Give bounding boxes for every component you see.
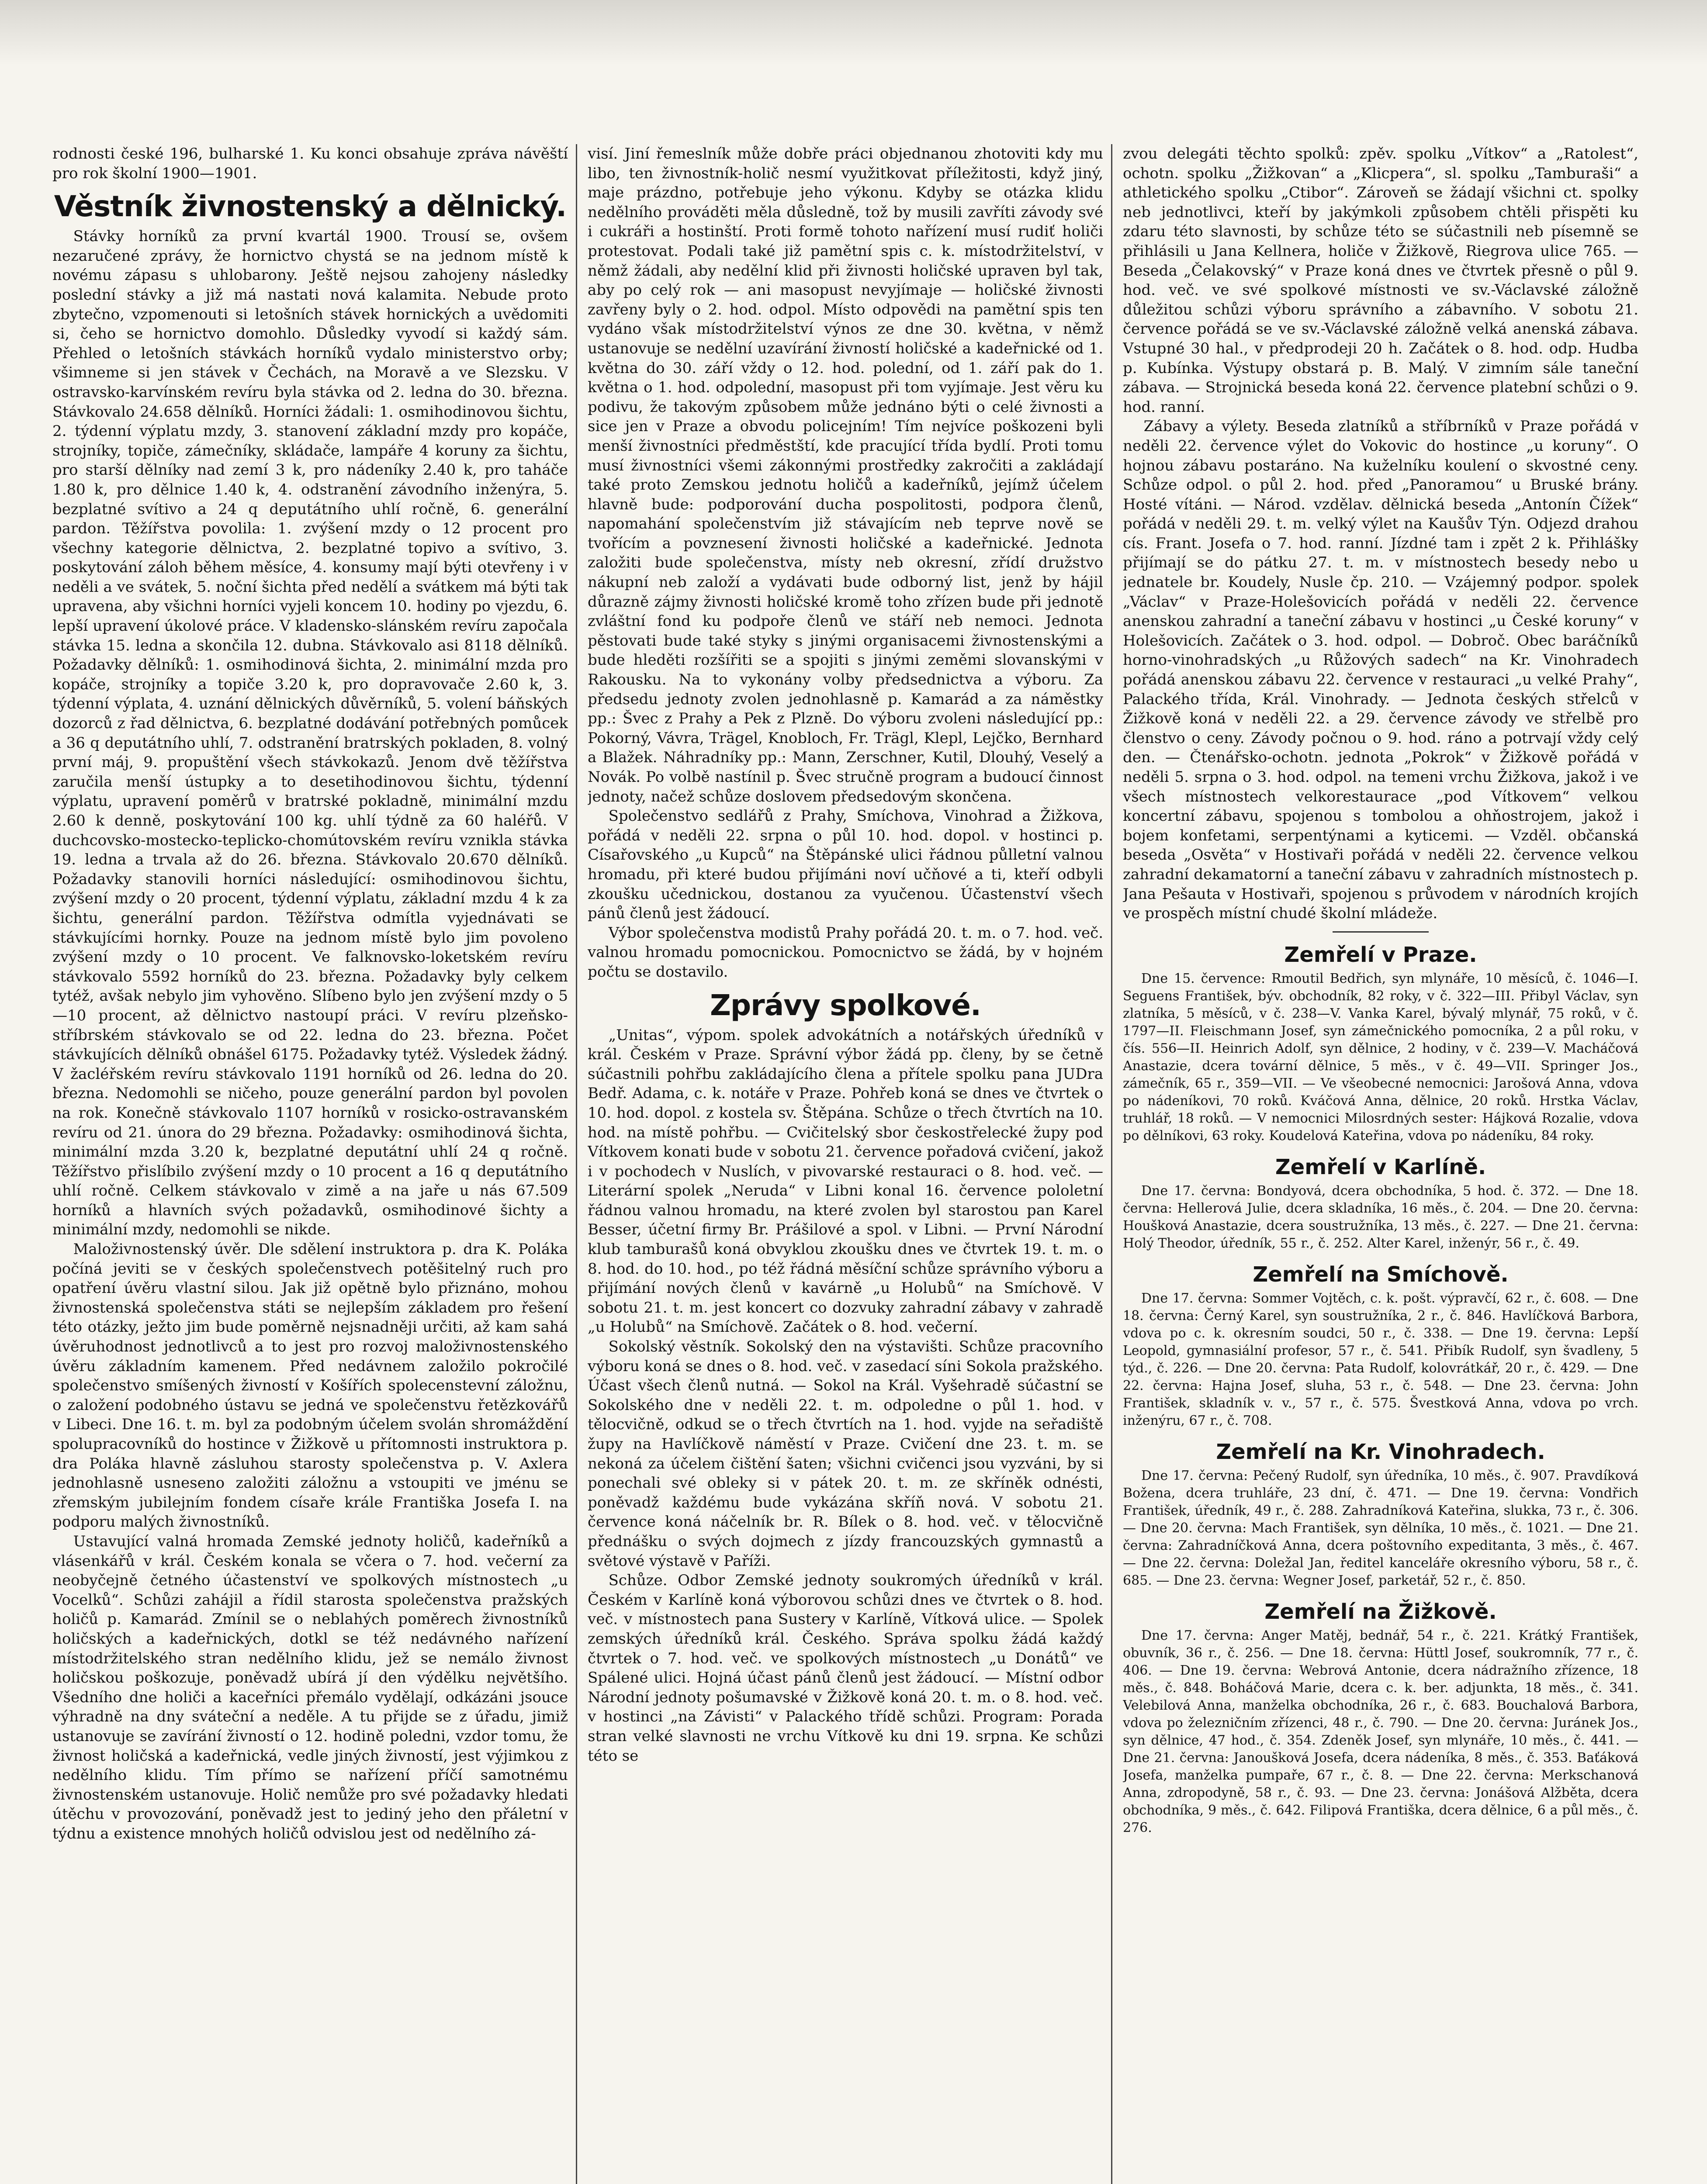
article-saddlers: Společenstvo sedlářů z Prahy, Smíchova, Vinohrad a Žižkova, pořádá v neděli 22. srpna o půl 10. hod. dopol. v hostinci p. Císařovského „u Kupců“ na Štěpánské ulici řádnou půlletní valnou hromadu, při které budou přijímáni noví učňové a ti, kteří odbyli zkoušku učednickou, dostanou za vyučenou. Účastenství všech pánů členů jest žádoucí.: [588, 807, 1103, 923]
section-divider: [1333, 931, 1429, 933]
page-top-edge: [0, 0, 1707, 66]
column-3: [1123, 144, 1638, 2184]
article-small-trade-credit: Maloživnostenský úvěr. Dle sdělení instruktora p. dra K. Poláka počíná jeviti se v českých společenstvech potěšitelný ruch pro opatření úvěru vlastní silou. Jak již opětně bylo přiznáno, mohou živnostenská společenstva státi se nejlepším základem pro řešení této otázky, ježto jim bude poměrně nejsnadněji určiti, až kam sahá úvěruhodnost jednotlivců a to jest pro rozvoj maloživnostenského úvěru základním kamenem. Před nedávnem založilo pokročilé společenstvo smíšených živností v Košířích spolecenstevní záložnu, o založení podobného ústavu se jedná ve společenstvu řetězkovářů v Libeci. Dne 16. t. m. byl za podobným účelem svolán shromáždění spolupracovníků do hostince v Žižkově u přítomnosti instruktora p. dra Poláka hlavně zásluhou starosty společenstva p. V. Axlera jednohlasně usneseno založiti záložnu a vstoupiti ve jménu se zřemským jubilejním fondem císaře krále Františka Josefa I. na podporu malých živnostníků.: [52, 1241, 568, 1531]
column-rule: [576, 144, 577, 2184]
article-unitas: „Unitas“, výpom. spolek advokátních a notářských úředníků v král. Českém v Praze. Správní výbor žádá pp. členy, by se četně súčastnili pohřbu zakládajícího člena a přítele spolku pana JUDra Bedř. Adama, c. k. notáře v Praze. Pohřeb koná se dnes ve čtvrtek o 10. hod. dopol. z kostela sv. Štěpána. Schůze o třech čtvrtích na 10. hod. na místě pohřbu. — Cvičitelský sbor českostřelecké župy pod Vítkovem konati bude v sobotu 21. července pořadová cvičení, jakož i v pochodech v Nuslích, v pivovarské restauraci o 8. hod. več. — Literární spolek „Neruda“ v Libni konal 16. července pololetní řádnou valnou hromadu, na které zvolen byl starostou pan Karel Besser, účetní firmy Br. Prášilové a spol. v Libni. — První Národní klub tamburašů koná obvyklou zkoušku dnes ve čtvrtek 19. t. m. o 8. hod. do 10. hod., po též řádná měsíční schůze správního výboru a přijímání nových členů v kavárně „u Holubů“ na Smíchově. V sobotu 21. t. m. jest koncert co dozvuky zahradní zábavy v zahradě „u Holubů“ na Smíchově. Začátek o 8. hod. večerní.: [588, 1026, 1103, 1336]
column-2: [588, 144, 1103, 2184]
column-1: [52, 144, 568, 2184]
heading-deaths-smichov: Zemřelí na Smíchově.: [1253, 1262, 1509, 1287]
article-barbers-continued: visí. Jiní řemeslník může dobře práci objednanou zhotoviti kdy mu libo, ten živnostník-holič nesmí využitkovat příležitosti, když jiný, maje prázdno, potřebuje jeho výkonu. Kdyby se otázka klidu nedělního prováděti měla důsledně, tož by musili zavříti závody své i cukráři a hostinští. Proti formě tohoto nařízení musí rudiť holiči protestovat. Podali také již pamětní spis c. k. místodržitelství, v němž žádali, aby nedělní klid při živnosti holičské upraven byl tak, aby po celý rok — ani masopust nevyjímaje — holičské živnosti zavřeny byly o 2. hod. odpol. Místo odpovědi na pamětní spis ten vydáno však místodržitelství výnos ze dne 30. května, v němž ustanovuje se nedělní uzavírání živností holičské a kadeřnické od 1. května do 30. září vždy o 12. hod. polední, od 1. září pak do 1. května o 1. hod. odpolední, masopust při tom vyjímaje. Jest věru ku podivu, že takovým způsobem může jednáno býti o celé živnosti a sice jen v Praze a obvodu policejním! Tím nejvíce poškozeni byli menší živnostníci předměstští, kde pracující třída bydlí. Proti tomu musí živnostníci všemi zákonnými prostředky zakročiti a zakládají také proto Zemskou jednotu holičů a kadeřníků, jejímž účelem hlavně bude: podporování ducha pospolitosti, podpora členů, napomahání společenstvím již stávajícím neb teprve nově se tvořícím a povznesení živnosti holičské a kadeřnické. Jednota založiti bude společenstva, místy neb okresní, zřídí družstvo nákupní neb založí a vydávati bude odborný list, jenž by hájil důrazně zájmy živnosti holičské kromě toho zřízen bude při jednotě zvláštní fond ku podpoře členů ve stáří neb nemoci. Jednota pěstovati bude také styky s jinými organisacemi živnostenskými a bude hleděti rozšířiti se a spojiti s jinými zeměmi slovanskými v Rakousku. Na to vykonány volby předsednictva a výboru. Za předsedu jednoty zvolen jednohlasně p. Kamarád a za náměstky pp.: Švec z Prahy a Pek z Plzně. Do výboru zvoleni následující pp.: Pokorný, Vávra, Trägel, Knobloch, Fr. Trägl, Klepl, Lejčko, Bernhard a Blažek. Náhradníky pp.: Mann, Zerschner, Kutil, Dlouhý, Veselý a Novák. Po volbě nastínil p. Švec stručně program a budoucí činnost jednoty, načež schůze doslovem předsedovým skončena.: [588, 145, 1103, 805]
deaths-vinohrady: Dne 17. června: Pečený Rudolf, syn úředníka, 10 měs., č. 907. Pravdíková Božena, dcera truhláře, 23 dní, č. 471. — Dne 19. června: Vondřich František, úředník, 49 r., č. 288. Zahradníková Kateřina, slukka, 73 r., č. 306. — Dne 20. června: Mach František, syn dělníka, 10 měs., č. 1021. — Dne 21. června: Zahradníčková Anna, dcera poštovního expeditanta, 3 měs., č. 467. — Dne 22. června: Doležal Jan, ředitel kanceláře okresního výboru, 58 r., č. 685. — Dne 23. června: Wegner Josef, parketář, 52 r., č. 850.: [1123, 1468, 1638, 1588]
article-meetings: Schůze. Odbor Zemské jednoty soukromých úředníků v král. Českém v Karlíně koná výborovou schůzi dnes ve čtvrtek o 8. hod. več. v místnostech pana Sustery v Karlíně, Vítková ulice. — Spolek zemských úředníků král. Českého. Správa spolku žádá každý čtvrtek o 7. hod. več. ve spolkových místnostech „u Donátů“ ve Spálené ulici. Hojná účast pánů členů jest žádoucí. — Místní odbor Národní jednoty pošumavské v Žižkově koná 20. t. m. o 8. hod. več. v hostinci „na Závisti“ v Palackého třídě schůzi. Program: Porada stran velké slavnosti ne vrchu Vítkově ku dni 19. srpna. Ke schůzi této se: [588, 1572, 1103, 1765]
heading-deaths-praha: Zemřelí v Praze.: [1284, 942, 1477, 967]
article-entertainment: Zábavy a výlety. Beseda zlatníků a stříbrníků v Praze pořádá v neděli 22. července výlet do Vokovic do hostince „u koruny“. O hojnou zábavu postaráno. Na kuželníku koulení o skvostné ceny. Schůze odpol. o půl 2. hod. před „Panoramou“ u Bruské brány. Hosté vítáni. — Národ. vzdělav. dělnická beseda „Antonín Čížek“ pořádá v neděli 29. t. m. velký výlet na Kaušův Týn. Odjezd drahou cís. Frant. Josefa o 7. hod. ranní. Jízdné tam i zpět 2 k. Přihlášky přijímají se do pátku 27. t. m. v místnostech besedy nebo u jednatele br. Koudely, Nusle čp. 210. — Vzájemný podpor. spolek „Václav“ v Praze-Holešovicích pořádá v neděli 22. července anenskou zahradní a taneční zábavu v hostinci „u České koruny“ v Holešovicích. Začátek o 3. hod. odpol. — Dobroč. Obec baráčníků horno-vinohradských „u Růžových sadech“ na Kr. Vinohradech pořádá anenskou zábavu 22. července v restauraci „u velké Prahy“, Palackého třída, Král. Vinohrady. — Jednota českých střelců v Žižkově koná v neděli 22. a 29. července závody ve střelbě pro členstvo o ceny. Závody počnou o 9. hod. ráno a potrvají vždy celý den. — Čtenářsko-ochotn. jednota „Pokrok“ v Žižkově pořádá v neděli 5. srpna o 3. hod. odpol. na temeni vrchu Žižkova, jakož i ve všech místnostech velkorestaurace „pod Vítkovem“ velkou koncertní zábavu, spojenou s tombolou a ohňostrojem, jakož i bojem konfetami, serpentýnami a kyticemi. — Vzděl. občanská beseda „Osvěta“ v Hostivaři pořádá v neděli 22. července velkou zahradní dekamatorní a taneční zábavu v zahradních místnostech p. Jana Pešauta v Hostivaři, spojenou s průvodem v národních krojích ve prospěch místní chudé školní mládeže.: [1123, 418, 1638, 923]
deaths-praha: Dne 15. července: Rmoutil Bedřich, syn mlynáře, 10 měsíců, č. 1046—I. Seguens František, býv. obchodník, 82 roky, v č. 322—III. Přibyl Václav, syn zlatníka, 5 měsíců, v č. 238—V. Vanka Karel, bývalý mlynář, 75 roků, v č. 1797—II. Fleischmann Josef, syn zámečnického pomocníka, 2 a půl roku, v čís. 556—II. Heinrich Adolf, syn dělnice, 2 hodiny, v č. 239—V. Macháčová Anastazie, dcera tovární dělnice, 5 měs., v č. 49—VII. Springer Jos., zámečník, 65 r., 359—VII. — Ve všeobecné nemocnici: Jarošová Anna, vdova po nádeníkovi, 70 roků. Kváčová Anna, dělnice, 20 roků. Hrstka Václav, truhlář, 18 roků. — V nemocnici Milosrdných sester: Hájková Rozalie, vdova po dělníkovi, 63 roky. Koudelová Kateřina, vdova po nádeníku, 84 roky.: [1123, 971, 1638, 1144]
article-meetings-continued: zvou delegáti těchto spolků: zpěv. spolku „Vítkov“ a „Ratolest“, ochotn. spolku „Žižkovan“ a „Klicpera“, sl. spolku „Tamburaši“ a athletického spolku „Ctibor“. Zároveň se žádají všichni ct. spolky neb jednotlivci, kteří by jakýmkoli způsobem chtěli přispěti ku zdaru této slavnosti, by schůze této se súčastnili neb písemně se přihlásili u Jana Kellnera, holiče v Žižkově, Riegrova ulice 765. — Beseda „Čelakovský“ v Praze koná dnes ve čtvrtek přesně o půl 9. hod. več. ve své spolkové místnosti ve sv.-Václavské záložně důležitou schůzi výboru správního a zábavního. V sobotu 21. července pořádá se ve sv.-Václavské záložně velká anenská zábava. Vstupné 30 hal., v předprodeji 20 h. Začátek o 8. hod. odp. Hudba p. Kubínka. Výstupy obstará p. B. Malý. V zimním sále taneční zábava. — Strojnická beseda koná 22. července platební schůzi o 9. hod. ranní.: [1123, 145, 1638, 416]
heading-deaths-vinohrady: Zemřelí na Kr. Vinohradech.: [1216, 1439, 1545, 1464]
intro-paragraph: rodnosti české 196, bulharské 1. Ku konci obsahuje zpráva návěští pro rok školní 1900—1901.: [52, 145, 568, 182]
deaths-karlin: Dne 17. června: Bondyová, dcera obchodníka, 5 hod. č. 372. — Dne 18. června: Hellerová Julie, dcera skladníka, 16 měs., č. 204. — Dne 20. června: Houšková Anastazie, dcera soustružníka, 13 měs., č. 227. — Dne 21. června: Holý Theodor, úředník, 55 r., č. 252. Alter Karel, inženýr, 56 r., č. 49.: [1123, 1183, 1638, 1251]
article-barbers-union: Ustavující valná hromada Zemské jednoty holičů, kadeřníků a vlásenkářů v král. Českém konala se včera o 7. hod. večerní za neobyčejně četného účastenství ve spolkových místnostech „u Vocelků“. Schůzi zahájil a řídil starosta společenstva pražských holičů p. Kamarád. Zmínil se o neblahých poměrech živnostníků holičských a kadeřnických, dotkl se též nedávného nařízení místodržitelského stran nedělního klidu, jež se nemálo živnost holičskou poškozuje, poněvadž ubírá jí den výdělku největšího. Všedního dne holiči a kaceřníci přemálo vydělají, odkázáni jsouce výhradně na dny sváteční a neděle. A tu přijde se z úřadu, jimiž ustanovuje se zavírání živností o 12. hodině poledni, vzdor tomu, že živnost holičská a kadeřnická, vedle jiných živností, jest výjimkou z nedělního klidu. Tím přímo se nařízení příčí samotnému živnostenském ustanovuje. Holič nemůže pro své požadavky hledati útěchu v provozování, poněvadž jest to jediný jeho den přáletní v týdnu a existence mnohých holičů odvislou jest od nedělního zá-: [52, 1532, 568, 1842]
heading-deaths-zizkov: Zemřelí na Žižkově.: [1264, 1599, 1497, 1624]
article-milliners: Výbor společenstva modistů Prahy pořádá 20. t. m. o 7. hod. več. valnou hromadu pomocnickou. Pomocnictvo se žádá, by v hojném počtu se dostavilo.: [588, 924, 1103, 981]
section-heading-clubs: Zprávy spolkové.: [710, 988, 981, 1022]
heading-deaths-karlin: Zemřelí v Karlíně.: [1275, 1154, 1486, 1179]
section-heading-trade: Věstník živnostenský a dělnický.: [54, 190, 567, 224]
column-rule: [1111, 144, 1112, 2184]
deaths-zizkov: Dne 17. června: Anger Matěj, bednář, 54 r., č. 221. Krátký František, obuvník, 36 r., č. 256. — Dne 18. června: Hüttl Josef, soukromník, 77 r., č. 406. — Dne 19. června: Webrová Antonie, dcera nádražního zřízence, 18 měs., č. 848. Boháčová Marie, dcera c. k. ber. adjunkta, 18 měs., č. 341. Velebilová Anna, manželka obchodníka, 26 r., č. 683. Bouchalová Barbora, vdova po železničním zřízenci, 48 r., č. 790. — Dne 20. června: Juránek Jos., syn dělnice, 47 hod., č. 354. Zdeněk Josef, syn mlynáře, 10 měs., č. 441. — Dne 21. června: Janoušková Josefa, dcera nádeníka, 8 měs., č. 353. Baťáková Josefa, manželka pumpaře, 67 r., č. 8. — Dne 22. června: Merkschanová Anna, zdropodyně, 58 r., č. 93. — Dne 23. června: Jonášová Alžběta, dcera obchodníka, 9 měs., č. 642. Filipová Františka, dcera dělnice, 6 a půl měs., č. 276.: [1123, 1628, 1638, 1835]
article-miner-strikes: Stávky horníků za první kvartál 1900. Trousí se, ovšem nezaručené zprávy, že hornictvo chystá se na jednom místě k novému zápasu s uhlobarony. Ještě nejsou zahojeny následky poslední stávky a již má nastati nová kalamita. Nebude proto zbytečno, vzpomenouti si letošních stávek hornických a uvědomiti si, čeho se hornictvo domohlo. Důsledky vyvodí si každý sám. Přehled o letošních stávkách horníků vydalo ministerstvo orby; všimneme si jen stávek v Čechách, na Moravě a ve Slezsku. V ostravsko-karvínském revíru byla stávka od 2. ledna do 30. března. Stávkovalo 24.658 dělníků. Horníci žádali: 1. osmihodinovou šichtu, 2. týdenní výplatu mzdy, 3. stanovení základní mzdy pro kopáče, strojníky, topiče, zámečníky, skládače, lampáře 4 koruny za šichtu, pro starší dělníky nad zemí 3 k, pro nádeníky 2.40 k, pro taháče 1.80 k, pro dělnice 1.40 k, 4. odstranění závodního inženýra, 5. bezplatné svítivo a 24 q deputátního uhlí ročně, 6. generální pardon. Těžířstva povolila: 1. zvýšení mzdy o 12 procent pro všechny kategorie dělnictva, 2. bezplatné topivo a svítivo, 3. poskytování záloh během měsíce, 4. konsumy mají býti otevřeny i v neděli a ve svátek, 5. noční šichta před nedělí a svátkem má býti tak upravena, aby všichni horníci vyjeli koncem 10. hodiny po vjezdu, 6. lepší upravení úkolové práce. V kladensko-slánském revíru započala stávka 15. ledna a skončila 12. dubna. Stávkovalo asi 8118 dělníků. Požadavky dělníků: 1. osmihodinová šichta, 2. minimální mzda pro kopáče, strojníky a topiče 3.20 k, pro dopravovače 2.60 k, 3. týdenní výplata, 4. uznání dělnických důvěrníků, 5. volení báňských dozorců z řad dělnictva, 6. bezplatné dodávání potřebných pomůcek a 36 q deputátního uhlí, 7. odstranění bratrských pokladen, 8. volný první máj, 9. propuštění všech stávkokazů. Jenom dvě těžířstva zaručila menší ústupky a to desetihodinovou šichtu, týdenní výplatu, upravení poměrů v bratrské pokladně, minimální mzdu 2.60 k denně, poskytování 100 kg. uhlí týdně za 60 haléřů. V duchcovsko-mostecko-teplicko-chomútovském revíru vznikla stávka 19. ledna a trvala až do 26. března. Stávkovalo 20.670 dělníků. Požadavky stanovili horníci následující: osmihodinovou šichtu, zvýšení mzdy o 20 procent, týdenní výplatu, základní mzdu 4 k za šichtu, generální pardon. Těžířstva odmítla vyjednávati se stávkujícími hornky. Pouze na jednom místě bylo jim povoleno zvýšení mzdy o 10 procent. Ve falknovsko-loketském revíru stávkovalo 5592 horníků do 23. března. Požadavky byly celkem tytéž, avšak nebylo jim vyhověno. Slíbeno bylo jen zvýšení mzdy o 5—10 procent, až dělnictvo nastoupí práci. V revíru plzeňsko-stříbrském stávkovalo se od 22. ledna do 23. března. Počet stávkujících dělníků obnášel 6175. Požadavky tytéž. Výsledek žádný. V žacléřském revíru stávkovalo 1191 horníků od 26. ledna do 20. března. Nedomohli se ničeho, pouze generální pardon byl povolen na rok. Konečně stávkovalo 1107 horníků v rosicko-ostravanském revíru od 21. února do 29 března. Požadavky: osmihodinová šichta, minimální mzda 3.20 k, bezplatné deputátní uhlí 24 q ročně. Těžířstvo přislíbilo zvýšení mzdy o 10 procent a 16 q deputátního uhlí ročně. Celkem stávkovalo v zimě a na jaře u nás 67.509 horníků a hlavních svých požadavků, osmihodinové šichty a minimální mzdy, nedomohli se nikde.: [52, 228, 568, 1239]
deaths-smichov: Dne 17. června: Sommer Vojtěch, c. k. pošt. výpravčí, 62 r., č. 608. — Dne 18. června: Černý Karel, syn soustružníka, 2 r., č. 846. Havlíčková Barbora, vdova po c. k. okresním soudci, 50 r., č. 338. — Dne 19. června: Lepší Leopold, gymnasiální profesor, 57 r., č. 541. Přibík Rudolf, syn švadleny, 5 týd., č. 226. — Dne 20. června: Pata Rudolf, kolovrátkář, 20 r., č. 429. — Dne 22. června: Hajna Josef, sluha, 53 r., č. 548. — Dne 23. června: John František, skladník v. v., 57 r., č. 575. Švestková Anna, vdova po vrch. inženýru, 67 r., č. 708.: [1123, 1290, 1638, 1428]
article-sokol: Sokolský věstník. Sokolský den na výstavišti. Schůze pracovního výboru koná se dnes o 8. hod. več. v zasedací síni Sokola pražského. Účast všech členů nutná. — Sokol na Král. Vyšehradě súčastní se Sokolského dne v neděli 22. t. m. odpoledne o půl 1. hod. v tělocvičně, odkud se o třech čtvrtích na 1. hod. vyjde na seřadiště župy na Havlíčkově náměstí v Praze. Cvičení dne 23. t. m. se nekoná za účelem čištění šaten; všichni cvičenci jsou vyzváni, by si ponechali své obleky si v pátek 20. t. m. ze skříněk odnésti, poněvadž každému bude vykázána skříň nová. V sobotu 21. července koná náčelník br. R. Bílek o 8. hod. več. v tělocvičně přednášku o svých dojmech z jízdy francouzských gymnastů a světové výstavě v Paříži.: [588, 1338, 1103, 1570]
